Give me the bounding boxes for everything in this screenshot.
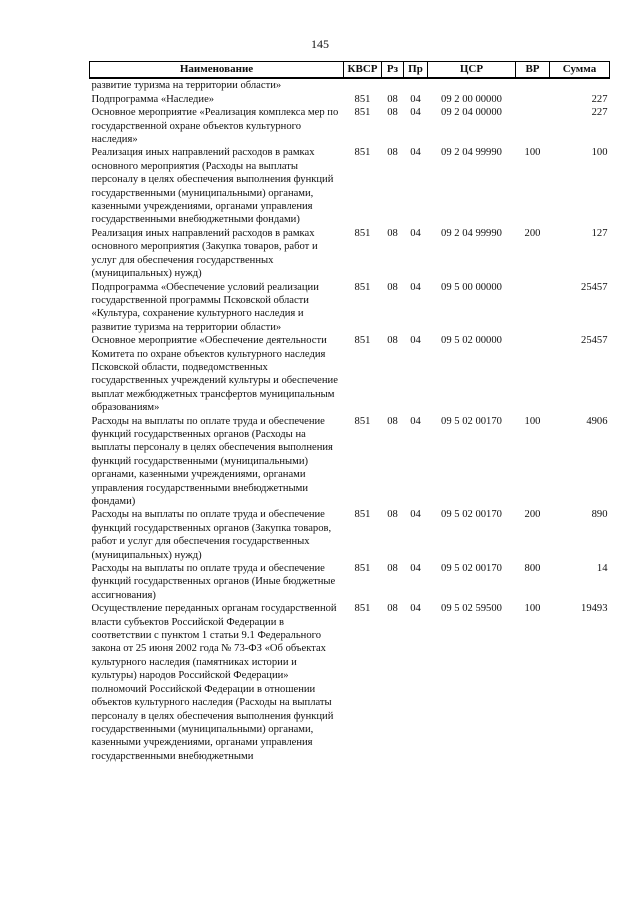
cell-pr: 04 <box>410 227 421 239</box>
cell-pr: 04 <box>410 509 421 521</box>
cell-vr: 200 <box>524 509 541 521</box>
cell-name: Подпрограмма «Наследие» <box>91 93 215 105</box>
cell-kvsr <box>344 78 382 92</box>
cell-rz: 08 <box>387 93 398 105</box>
table-row <box>90 106 610 146</box>
cell-vr <box>516 334 550 414</box>
cell-csr: 09 2 00 00000 <box>441 93 502 105</box>
cell-name: Основное мероприятие «Реализация комплекса мер по государственной охране объектов культурного наследия» <box>91 107 339 146</box>
cell-sum: 25457 <box>581 335 608 347</box>
cell-kvsr: 851 <box>354 227 371 239</box>
cell-kvsr: 851 <box>354 107 371 119</box>
cell-rz: 08 <box>387 563 398 575</box>
cell-rz: 08 <box>387 603 398 615</box>
cell-name: развитие туризма на территории области» <box>91 80 282 92</box>
cell-sum: 127 <box>591 227 608 239</box>
cell-kvsr: 851 <box>354 335 371 347</box>
cell-kvsr: 851 <box>354 93 371 105</box>
cell-rz: 08 <box>387 335 398 347</box>
column-header-kvsr: КВСР <box>344 62 382 79</box>
cell-vr <box>516 281 550 335</box>
cell-sum: 890 <box>591 509 608 521</box>
budget-table <box>89 61 610 763</box>
cell-csr: 09 5 02 00170 <box>441 415 502 427</box>
cell-pr <box>404 78 428 92</box>
cell-csr: 09 5 02 00000 <box>441 335 502 347</box>
page-number: 145 <box>311 37 329 51</box>
column-header-pr: Пр <box>404 62 428 79</box>
table-header-row <box>90 62 610 79</box>
cell-kvsr: 851 <box>354 415 371 427</box>
cell-rz: 08 <box>387 281 398 293</box>
cell-pr: 04 <box>410 415 421 427</box>
cell-vr <box>516 93 550 106</box>
column-header-vr: ВР <box>516 62 550 79</box>
cell-pr: 04 <box>410 563 421 575</box>
table-row <box>90 562 610 602</box>
column-header-name: Наименование <box>90 62 344 79</box>
cell-name: Осуществление переданных органам государственной власти субъектов Российской Федерации в соответствии с пунктом 1 статьи 9.1 Федерального закона от 25 июня 2002 года № 73-ФЗ «Об объектах культурного наследия (памятниках истории и культуры) народов Российской Федерации» полномочий Российской Федерации в отношении объектов культурного наследия (Расходы на выплаты персоналу в целях обеспечения выполнения функций государственными (муниципальными) органами, казенными учреждениями, органами управления государственными внебюджетными <box>91 603 337 762</box>
column-header-rz: Рз <box>382 62 404 79</box>
table-row <box>90 227 610 281</box>
cell-pr: 04 <box>410 147 421 159</box>
cell-rz: 08 <box>387 227 398 239</box>
cell-kvsr: 851 <box>354 603 371 615</box>
cell-csr: 09 2 04 99990 <box>441 227 502 239</box>
cell-rz <box>382 78 404 92</box>
cell-name: Расходы на выплаты по оплате труда и обеспечение функций государственных органов (Закупка товаров, работ и услуг для обеспечения государственных (муниципальных) нужд) <box>91 509 332 561</box>
table-row <box>90 602 610 763</box>
cell-sum: 25457 <box>581 281 608 293</box>
cell-sum: 19493 <box>581 603 608 615</box>
cell-csr: 09 5 02 59500 <box>441 603 502 615</box>
cell-vr: 100 <box>524 147 541 159</box>
table-row <box>90 281 610 335</box>
cell-csr: 09 5 02 00170 <box>441 509 502 521</box>
cell-rz: 08 <box>387 147 398 159</box>
cell-pr: 04 <box>410 107 421 119</box>
table-row <box>90 334 610 414</box>
cell-name: Расходы на выплаты по оплате труда и обеспечение функций государственных органов (Расходы на выплаты персоналу в целях обеспечения выполнения функций государственными (муниципальными) органами, казенными учреждениями, органами управления государственными внебюджетными фондами) <box>91 415 333 507</box>
table-row <box>90 146 610 226</box>
cell-csr: 09 5 02 00170 <box>441 563 502 575</box>
cell-csr: 09 2 04 00000 <box>441 107 502 119</box>
cell-csr <box>428 78 516 92</box>
table-body <box>90 78 610 763</box>
cell-vr <box>516 78 550 92</box>
cell-name: Основное мероприятие «Обеспечение деятельности Комитета по охране объектов культурного наследия Псковской области, подведомственных государственных учреждений культуры и обеспечение выплат межбюджетных трансфертов муниципальным образованиям» <box>91 335 338 414</box>
cell-sum <box>550 78 610 92</box>
cell-kvsr: 851 <box>354 281 371 293</box>
cell-kvsr: 851 <box>354 509 371 521</box>
cell-vr: 100 <box>524 603 541 615</box>
cell-sum: 14 <box>596 563 608 575</box>
cell-pr: 04 <box>410 281 421 293</box>
cell-name: Реализация иных направлений расходов в рамках основного мероприятия (Расходы на выплаты персоналу в целях обеспечения выполнения функций государственными (муниципальными) органами, казенными учреждениями, органами управления государственными внебюджетными фондами) <box>91 147 334 226</box>
cell-name: Расходы на выплаты по оплате труда и обеспечение функций государственных органов (Иные бюджетные ассигнования) <box>91 563 336 601</box>
cell-sum: 227 <box>591 107 608 119</box>
cell-pr: 04 <box>410 603 421 615</box>
column-header-sum: Сумма <box>550 62 610 79</box>
cell-pr: 04 <box>410 335 421 347</box>
cell-name: Подпрограмма «Обеспечение условий реализации государственной программы Псковской области «Культура, сохранение культурного наследия и развитие туризма на территории области» <box>91 281 319 333</box>
cell-rz: 08 <box>387 415 398 427</box>
cell-pr: 04 <box>410 93 421 105</box>
cell-vr: 800 <box>524 563 541 575</box>
cell-name: Реализация иных направлений расходов в рамках основного мероприятия (Закупка товаров, работ и услуг для обеспечения государственных (муниципальных) нужд) <box>91 227 318 280</box>
column-header-csr: ЦСР <box>428 62 516 79</box>
table-row <box>90 415 610 509</box>
cell-sum: 4906 <box>586 415 608 427</box>
cell-sum: 100 <box>591 147 608 159</box>
table-row <box>90 508 610 562</box>
cell-kvsr: 851 <box>354 563 371 575</box>
cell-csr: 09 2 04 99990 <box>441 147 502 159</box>
cell-vr: 100 <box>524 415 541 427</box>
table-row <box>90 78 610 92</box>
cell-rz: 08 <box>387 509 398 521</box>
cell-kvsr: 851 <box>354 147 371 159</box>
cell-rz: 08 <box>387 107 398 119</box>
table-row <box>90 93 610 106</box>
cell-sum: 227 <box>591 93 608 105</box>
cell-vr <box>516 106 550 146</box>
cell-csr: 09 5 00 00000 <box>441 281 502 293</box>
cell-vr: 200 <box>524 227 541 239</box>
